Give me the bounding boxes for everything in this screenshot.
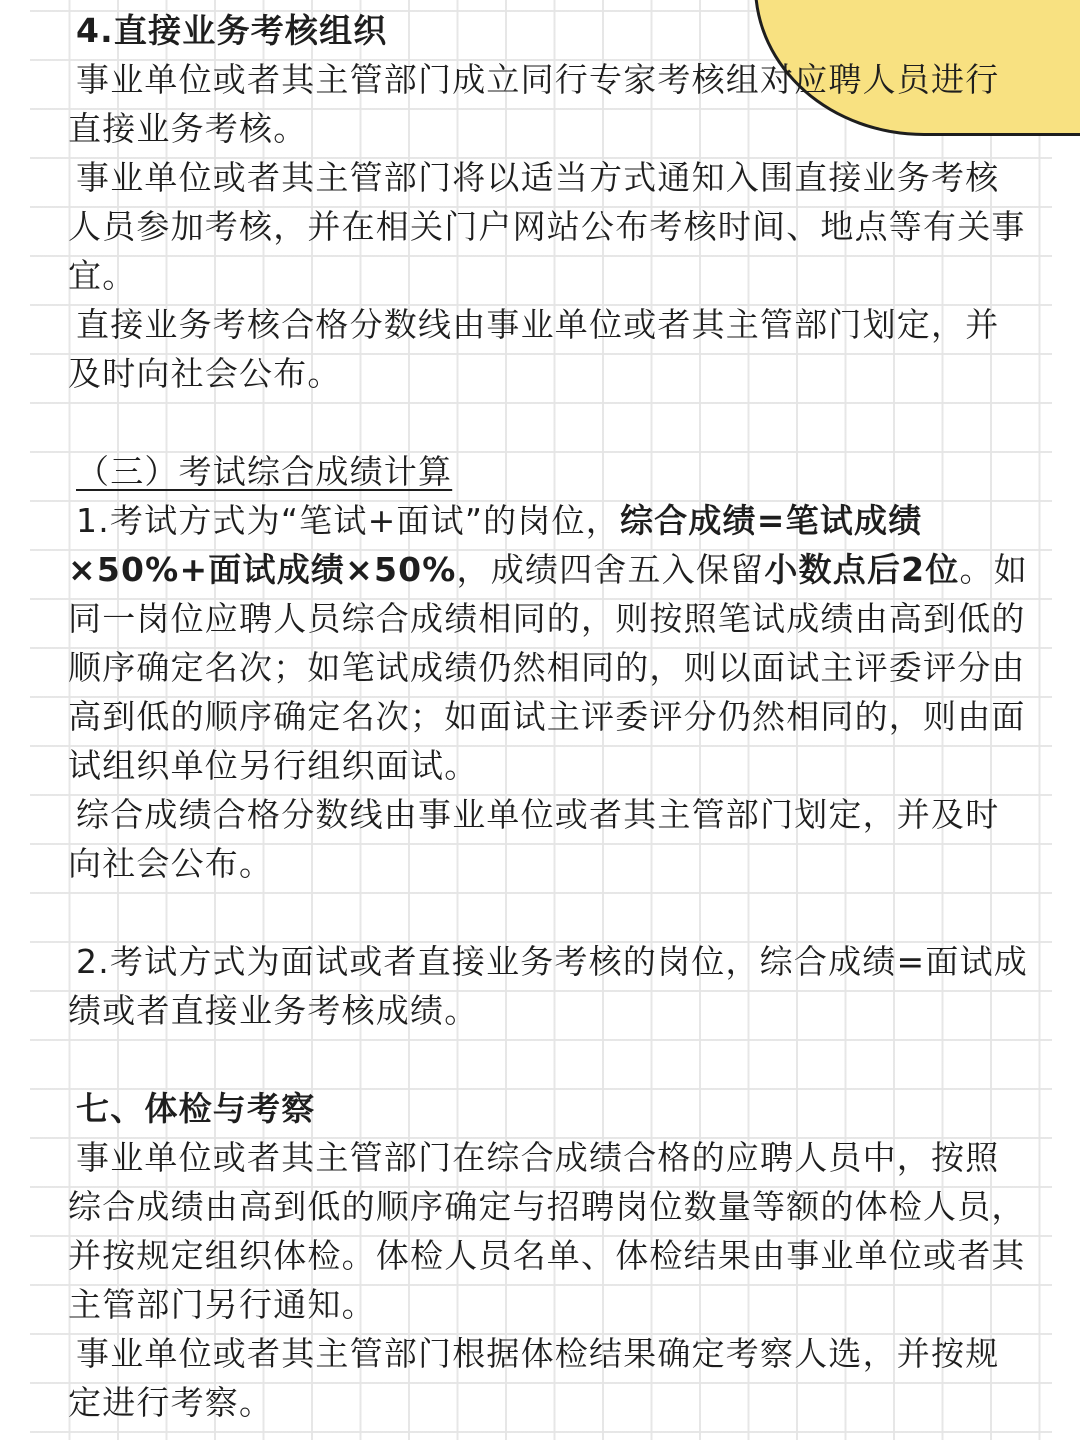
section-7-heading: 七、体检与考察 bbox=[76, 1089, 316, 1128]
item-1-text-e: 。如同一岗位应聘人员综合成绩相同的，则按照笔试成绩由高到低的顺序确定名次；如笔试成绩仍然相同的，则以面试主评委评分由高到低的顺序确定名次；如面试主评委评分仍然相同的，则由面试组织单位另行组织面试。 bbox=[68, 550, 1028, 785]
section-3-item-1 bbox=[68, 496, 1033, 790]
section-4-heading: 4.直接业务考核组织 bbox=[76, 11, 388, 50]
document-body bbox=[68, 6, 1033, 1427]
spacer bbox=[68, 398, 1033, 447]
page-margin-right bbox=[1052, 0, 1080, 1440]
section-7-paragraph-2: 事业单位或者其主管部门根据体检结果确定考察人选，并按规定进行考察。 bbox=[68, 1334, 1000, 1422]
item-1-text-c: ，成绩四舍五入保留 bbox=[456, 550, 765, 589]
spacer bbox=[68, 888, 1033, 937]
spacer bbox=[68, 1035, 1033, 1084]
item-1-formula: 综合成绩=笔试成绩×50%+面试成绩×50% bbox=[68, 501, 923, 589]
section-3-item-1-paragraph-2: 综合成绩合格分数线由事业单位或者其主管部门划定，并及时向社会公布。 bbox=[68, 795, 1000, 883]
item-1-precision: 小数点后2位 bbox=[764, 550, 960, 589]
section-3-heading-text: （三）考试综合成绩计算 bbox=[76, 452, 453, 491]
section-3-item-2: 2.考试方式为面试或者直接业务考核的岗位，综合成绩=面试成绩或者直接业务考核成绩。 bbox=[68, 942, 1028, 1030]
section-4-paragraph-2: 事业单位或者其主管部门将以适当方式通知入围直接业务考核人员参加考核，并在相关门户网站公布考核时间、地点等有关事宜。 bbox=[68, 158, 1026, 295]
section-4-paragraph-3: 直接业务考核合格分数线由事业单位或者其主管部门划定，并及时向社会公布。 bbox=[68, 305, 1000, 393]
page-margin-left bbox=[0, 0, 30, 1440]
section-4-paragraph-1: 事业单位或者其主管部门成立同行专家考核组对应聘人员进行直接业务考核。 bbox=[68, 60, 1000, 148]
item-1-text-a: 1.考试方式为“笔试+面试”的岗位， bbox=[76, 501, 620, 540]
section-7-paragraph-1: 事业单位或者其主管部门在综合成绩合格的应聘人员中，按照综合成绩由高到低的顺序确定与招聘岗位数量等额的体检人员，并按规定组织体检。体检人员名单、体检结果由事业单位或者其主管部门另行通知。 bbox=[68, 1138, 1026, 1324]
section-3-heading bbox=[68, 447, 1033, 496]
